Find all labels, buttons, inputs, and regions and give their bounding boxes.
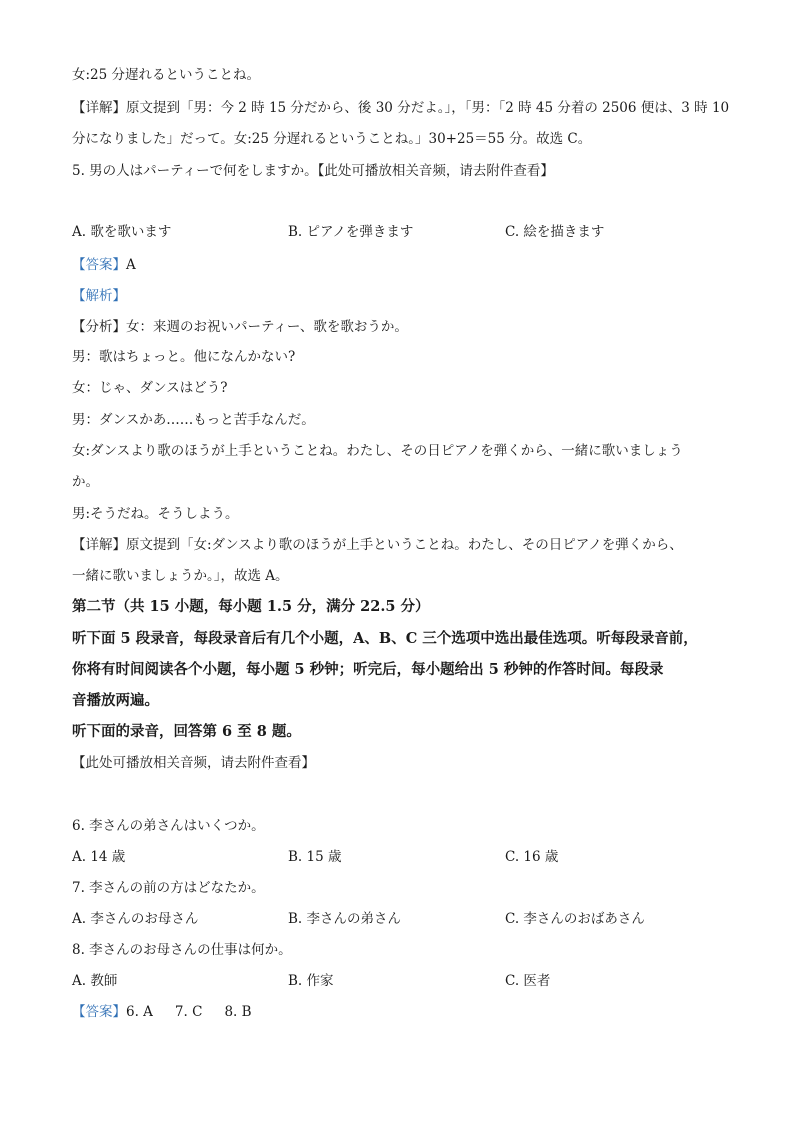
answer-tag: 【答案】: [72, 257, 126, 273]
answer-8: 8. B: [224, 1004, 252, 1020]
option-b: B. 15 歳: [288, 849, 342, 865]
option-b: B. 作家: [288, 973, 334, 989]
instruction-line: 音播放两遍。: [72, 692, 159, 709]
text-line: 女:25 分遅れるということね。: [72, 67, 261, 83]
answer-value: A: [126, 257, 136, 273]
answer-line: [72, 256, 732, 274]
text-line: 【详解】原文提到「男：今 2 時 15 分だから、後 30 分だよ。」，「男：「2 時 45 分着の 2506 便は、3 時 10: [72, 100, 730, 116]
explanation-line: 一緒に歌いましょうか。」，故选 A。: [72, 568, 289, 584]
option-b: B. 李さんの弟さん: [288, 911, 402, 927]
dialogue-line: 女:ダンスより歌のほうが上手ということね。わたし、その日ピアノを弾くから、一緒に歌いましょう: [72, 443, 683, 459]
question-6: 6. 李さんの弟さんはいくつか。: [72, 818, 265, 834]
answer-tag: 【答案】: [72, 1004, 126, 1020]
dialogue-line: か。: [72, 474, 99, 490]
audio-note: 【此处可播放相关音频，请去附件查看】: [72, 755, 315, 771]
analysis-tag: 【解析】: [72, 288, 126, 304]
option-a: A. 教師: [72, 973, 118, 989]
option-c: C. 李さんのおばあさん: [505, 911, 645, 927]
dialogue-line: 男:そうだね。そうしよう。: [72, 506, 239, 522]
dialogue-line: 【分析】女：来週のお祝いパーティー、歌を歌おうか。: [72, 319, 408, 335]
question-8: 8. 李さんのお母さんの仕事は何か。: [72, 942, 292, 958]
option-a: A. 14 歳: [72, 849, 126, 865]
option-c: C. 絵を描きます: [505, 224, 605, 240]
question-5: 5. 男の人はパーティーで何をしますか。【此处可播放相关音频，请去附件查看】: [72, 163, 554, 179]
instruction-line: 你将有时间阅读各个小题，每小题 5 秒钟；听完后，每小题给出 5 秒钟的作答时间。每段录: [72, 661, 664, 678]
instruction-line: 听下面 5 段录音，每段录音后有几个小题，A、B、C 三个选项中选出最佳选项。听每段录音前，: [72, 630, 698, 647]
option-c: C. 医者: [505, 973, 551, 989]
section-title: 第二节（共 15 小题，每小题 1.5 分，满分 22.5 分）: [72, 598, 430, 615]
answer-6: 6. A: [126, 1004, 153, 1020]
answers-line: [72, 1003, 732, 1021]
question-7: 7. 李さんの前の方はどなたか。: [72, 880, 265, 896]
option-a: A. 李さんのお母さん: [72, 911, 199, 927]
dialogue-line: 男：歌はちょっと。他になんかない?: [72, 349, 296, 365]
dialogue-line: 男：ダンスかあ……もっと苦手なんだ。: [72, 412, 315, 428]
instruction-line: 听下面的录音，回答第 6 至 8 题。: [72, 723, 301, 740]
option-b: B. ピアノを弾きます: [288, 224, 414, 240]
explanation-line: 【详解】原文提到「女:ダンスより歌のほうが上手ということね。わたし、その日ピアノを弾くから、: [72, 537, 683, 553]
text-line: 分になりました」だって。女:25 分遅れるということね。」30+25＝55 分。故选 C。: [72, 131, 592, 147]
option-c: C. 16 歳: [505, 849, 559, 865]
answer-7: 7. C: [174, 1004, 203, 1020]
option-a: A. 歌を歌います: [72, 224, 172, 240]
dialogue-line: 女：じゃ、ダンスはどう?: [72, 380, 228, 396]
